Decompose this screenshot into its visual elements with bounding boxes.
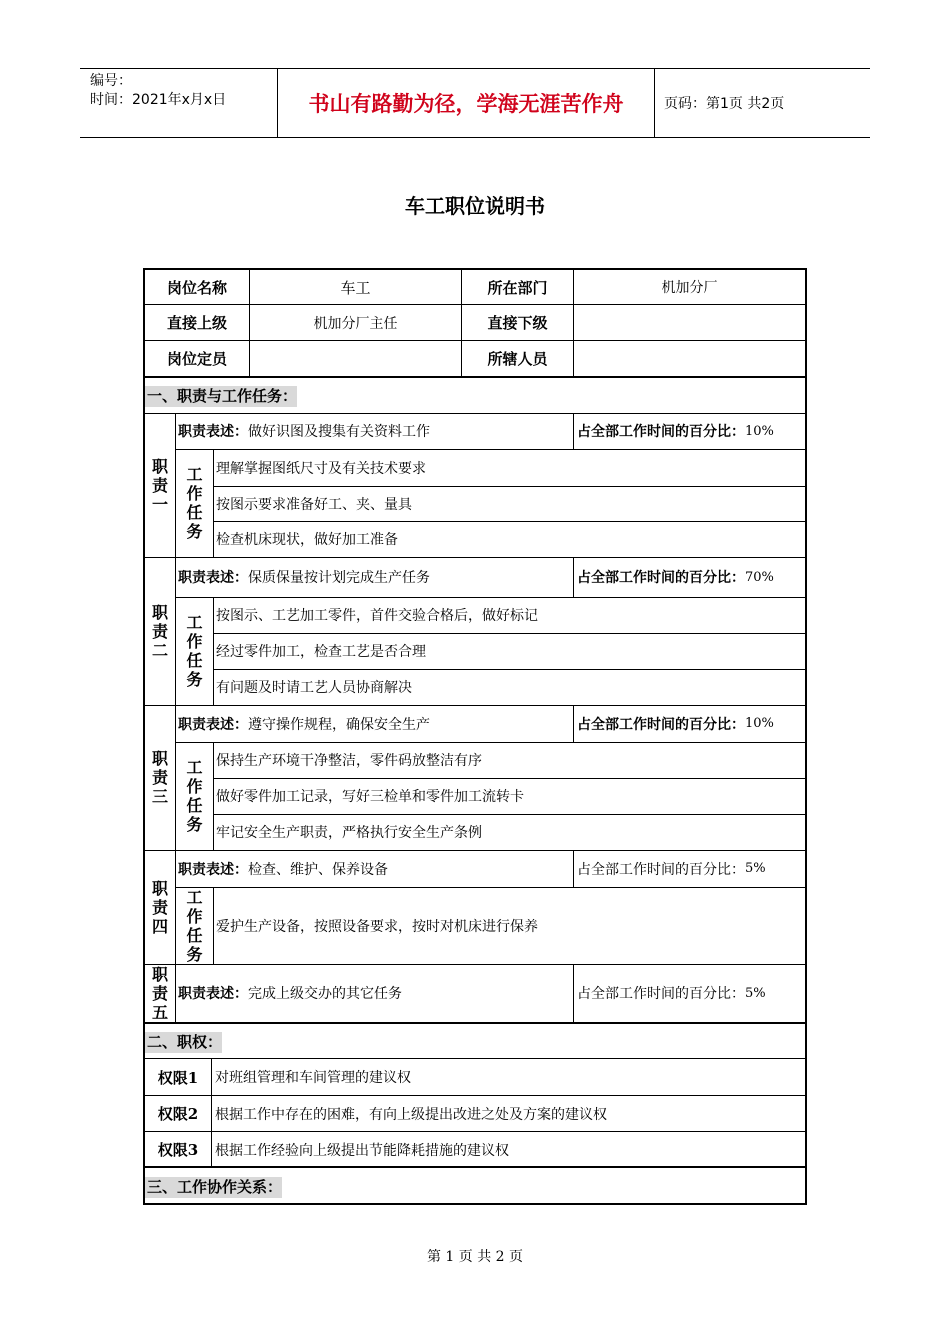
duty-description xyxy=(178,850,572,887)
duty-label-char: 四 xyxy=(151,916,168,936)
col-divider xyxy=(573,557,574,597)
duty-percent xyxy=(577,557,803,597)
row-divider xyxy=(145,376,805,378)
tasks-label-char: 务 xyxy=(186,944,203,964)
task-item: 按图示要求准备好工、夹、量具 xyxy=(216,496,412,513)
document-date: 时间：2021年x月x日 xyxy=(90,92,227,108)
col-divider xyxy=(573,964,574,1022)
col-divider xyxy=(213,742,214,850)
tasks-label-char: 作 xyxy=(186,906,203,926)
page-footer: 第 1 页 共 2 页 xyxy=(426,1249,524,1265)
duty-label-char: 一 xyxy=(151,494,168,514)
quota-label: 岗位定员 xyxy=(166,350,227,368)
duty-label-char: 五 xyxy=(151,1002,168,1022)
tasks-label-char: 作 xyxy=(186,632,203,651)
dept-label: 所在部门 xyxy=(487,278,548,297)
duty-label-char: 职 xyxy=(151,749,168,768)
duty-description xyxy=(178,705,572,742)
tasks-label-char: 务 xyxy=(186,815,203,834)
superior-label: 直接上级 xyxy=(166,314,227,332)
page-header xyxy=(80,68,870,138)
duty-label-char: 职 xyxy=(151,964,168,984)
right-label: 权限1 xyxy=(157,1068,199,1087)
duty-label-char: 职 xyxy=(151,456,168,476)
duty-percent-value: 10% xyxy=(745,716,774,731)
row-divider xyxy=(145,1166,805,1168)
duty-percent xyxy=(577,705,803,742)
task-item: 牢记安全生产职责，严格执行安全生产条例 xyxy=(216,825,482,841)
task-item: 经过零件加工，检查工艺是否合理 xyxy=(216,644,426,660)
duty-description-label: 职责表述： xyxy=(178,570,248,586)
duty-percent-value: 5% xyxy=(745,985,766,1001)
tasks-label-char: 作 xyxy=(186,777,203,796)
task-item: 检查机床现状，做好加工准备 xyxy=(216,532,398,548)
tasks-label-char: 工 xyxy=(186,887,203,907)
duty-percent-label: 占全部工作时间的百分比： xyxy=(577,424,745,440)
tasks-label-char: 工 xyxy=(186,465,203,484)
duty-label-char: 三 xyxy=(151,787,168,806)
task-item: 有问题及时请工艺人员协商解决 xyxy=(216,680,412,696)
task-item: 按图示、工艺加工零件，首件交验合格后，做好标记 xyxy=(216,608,538,624)
right-text: 根据工作中存在的困难，有向上级提出改进之处及方案的建议权 xyxy=(215,1106,607,1123)
col-divider xyxy=(213,597,214,705)
col-divider xyxy=(573,850,574,887)
staff-label: 所辖人员 xyxy=(487,350,548,368)
duty-label xyxy=(145,705,175,850)
tasks-label xyxy=(176,887,213,964)
duty-description-text: 遵守操作规程，确保安全生产 xyxy=(248,716,430,733)
subordinate-value xyxy=(574,305,805,340)
tasks-label-char: 务 xyxy=(186,670,203,689)
duty-percent-label: 占全部工作时间的百分比： xyxy=(577,716,745,733)
duty-description xyxy=(178,557,572,597)
section-duties-title: 一、职责与工作任务： xyxy=(147,387,298,405)
superior-value: 机加分厂主任 xyxy=(313,315,398,332)
duty-label xyxy=(145,850,175,964)
duty-label xyxy=(145,557,175,705)
task-item: 爱护生产设备，按照设备要求，按时对机床进行保养 xyxy=(216,918,538,935)
row-divider xyxy=(145,1022,805,1024)
col-divider xyxy=(175,964,176,1022)
col-divider xyxy=(213,887,214,964)
task-item: 做好零件加工记录，写好三检单和零件加工流转卡 xyxy=(216,789,524,805)
duty-percent-label: 占全部工作时间的百分比： xyxy=(577,570,745,586)
right-label: 权限2 xyxy=(157,1105,199,1123)
duty-description-label: 职责表述： xyxy=(178,986,248,1002)
duty-percent xyxy=(577,964,803,1022)
section-rights-title: 二、职权： xyxy=(147,1033,223,1051)
tasks-label-char: 任 xyxy=(186,796,203,815)
task-item: 保持生产环境干净整洁，零件码放整洁有序 xyxy=(216,753,482,769)
post-name-value: 车工 xyxy=(340,278,371,297)
duty-label-char: 责 xyxy=(151,768,168,787)
duty-label-char: 二 xyxy=(151,640,168,660)
tasks-label-char: 任 xyxy=(186,651,203,670)
document-title: 车工职位说明书 xyxy=(405,194,545,218)
duty-description-label: 职责表述： xyxy=(178,861,248,878)
duty-percent xyxy=(577,850,803,887)
duty-description-label: 职责表述： xyxy=(178,716,248,733)
document-number: 编号： xyxy=(90,73,132,89)
duty-label-char: 职 xyxy=(151,878,168,898)
duty-label-char: 责 xyxy=(151,475,168,495)
duty-description xyxy=(178,413,572,449)
duty-description-text: 检查、维护、保养设备 xyxy=(248,861,388,878)
right-text: 对班组管理和车间管理的建议权 xyxy=(215,1070,411,1086)
tasks-label xyxy=(176,449,213,557)
col-divider xyxy=(211,1058,212,1167)
task-item: 理解掌握图纸尺寸及有关技术要求 xyxy=(216,460,426,477)
duty-label xyxy=(145,964,175,1022)
duty-description-text: 保质保量按计划完成生产任务 xyxy=(248,570,430,586)
tasks-label-char: 工 xyxy=(186,613,203,632)
tasks-label-char: 任 xyxy=(186,503,203,522)
staff-value xyxy=(574,341,805,376)
header-meta xyxy=(80,69,278,137)
duty-percent-value: 5% xyxy=(745,861,766,876)
section-cooperation-title: 三、工作协作关系： xyxy=(147,1178,283,1196)
duty-percent xyxy=(577,413,803,449)
duty-label xyxy=(145,413,175,557)
col-divider xyxy=(213,449,214,557)
tasks-label-char: 任 xyxy=(186,925,203,945)
col-divider xyxy=(573,413,574,449)
subordinate-label: 直接下级 xyxy=(487,314,548,332)
dept-value: 机加分厂 xyxy=(661,280,718,296)
duty-percent-value: 70% xyxy=(745,569,774,585)
tasks-label-char: 工 xyxy=(186,758,203,777)
duty-description-text: 完成上级交办的其它任务 xyxy=(248,986,402,1002)
duty-percent-value: 10% xyxy=(745,423,774,439)
col-divider xyxy=(573,705,574,742)
duty-percent-label: 占全部工作时间的百分比： xyxy=(577,986,745,1002)
right-text: 根据工作经验向上级提出节能降耗措施的建议权 xyxy=(215,1142,509,1159)
quota-value xyxy=(250,341,461,376)
header-page-number: 页码：第1页 共2页 xyxy=(664,96,785,112)
tasks-label xyxy=(176,597,213,705)
tasks-label-char: 务 xyxy=(186,522,203,541)
tasks-label-char: 作 xyxy=(186,484,203,503)
duty-description-label: 职责表述： xyxy=(178,424,248,440)
duty-description-text: 做好识图及搜集有关资料工作 xyxy=(248,424,430,440)
header-motto: 书山有路勤为径，学海无涯苦作舟 xyxy=(278,69,655,137)
duty-label-char: 职 xyxy=(151,602,168,622)
tasks-label xyxy=(176,742,213,850)
right-label: 权限3 xyxy=(157,1141,199,1159)
duty-percent-label: 占全部工作时间的百分比： xyxy=(577,861,745,878)
post-name-label: 岗位名称 xyxy=(166,278,227,297)
duty-description xyxy=(178,964,572,1022)
duty-label-char: 责 xyxy=(151,983,168,1003)
duty-label-char: 责 xyxy=(151,621,168,641)
duty-label-char: 责 xyxy=(151,897,168,917)
